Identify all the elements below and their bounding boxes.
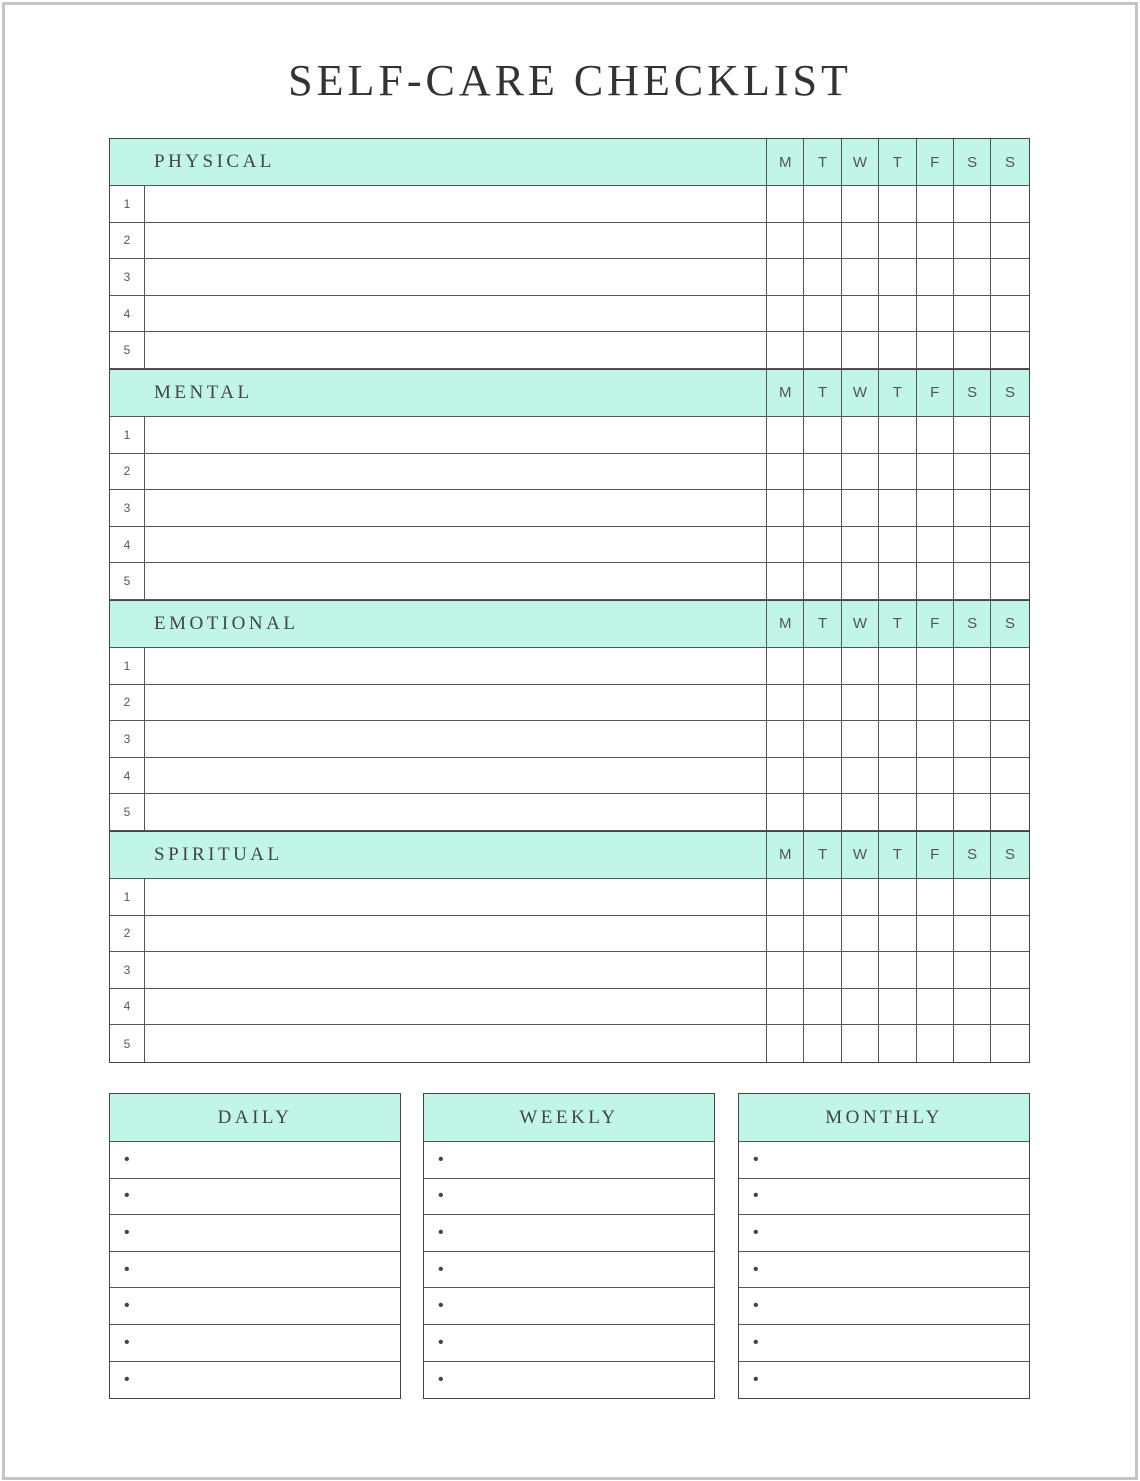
day-checkbox[interactable]: [954, 527, 991, 564]
list-item[interactable]: [739, 1252, 1029, 1289]
table-row: [110, 563, 1029, 600]
bullet-icon: •: [753, 1333, 759, 1351]
row-number: 5: [110, 563, 145, 600]
day-checkbox[interactable]: [842, 1025, 879, 1062]
day-checkbox[interactable]: [991, 417, 1028, 454]
list-item[interactable]: [739, 1215, 1029, 1252]
bullet-icon: •: [124, 1333, 130, 1351]
bullet-icon: •: [753, 1223, 759, 1241]
bullet-icon: •: [124, 1370, 130, 1388]
day-checkbox[interactable]: [991, 952, 1028, 989]
day-checkbox[interactable]: [917, 186, 954, 223]
table-row: [110, 1025, 1029, 1062]
day-header: F: [917, 139, 954, 186]
day-checkbox[interactable]: [767, 879, 804, 916]
day-header: F: [917, 601, 954, 648]
bullet-icon: •: [438, 1150, 444, 1168]
day-checkbox[interactable]: [767, 563, 804, 600]
section-header: [110, 139, 1029, 186]
day-checkbox[interactable]: [917, 916, 954, 953]
day-checkbox[interactable]: [804, 332, 841, 369]
day-checkbox[interactable]: [842, 916, 879, 953]
header-spacer: [110, 601, 145, 648]
header-spacer: [110, 139, 145, 186]
day-checkbox[interactable]: [917, 527, 954, 564]
day-checkbox[interactable]: [917, 223, 954, 260]
day-checkbox[interactable]: [879, 721, 916, 758]
section-title: MENTAL: [145, 370, 767, 417]
day-checkbox[interactable]: [991, 259, 1028, 296]
table-row: [110, 916, 1029, 953]
task-entry-field[interactable]: [145, 223, 767, 260]
day-header: T: [804, 139, 841, 186]
day-checkbox[interactable]: [767, 1025, 804, 1062]
section-mental: [110, 369, 1029, 600]
task-entry-field[interactable]: [145, 989, 767, 1026]
list-daily: [109, 1093, 401, 1399]
day-checkbox[interactable]: [879, 685, 916, 722]
day-checkbox[interactable]: [804, 685, 841, 722]
table-row: [110, 989, 1029, 1026]
day-header: T: [804, 832, 841, 879]
list-item[interactable]: [424, 1325, 714, 1362]
day-checkbox[interactable]: [991, 490, 1028, 527]
day-checkbox[interactable]: [767, 989, 804, 1026]
header-spacer: [110, 370, 145, 417]
day-checkbox[interactable]: [954, 332, 991, 369]
list-title: MONTHLY: [739, 1094, 1029, 1142]
day-checkbox[interactable]: [954, 259, 991, 296]
day-checkbox[interactable]: [991, 685, 1028, 722]
day-checkbox[interactable]: [991, 916, 1028, 953]
row-number: 2: [110, 916, 145, 953]
day-header: S: [954, 370, 991, 417]
task-entry-field[interactable]: [145, 186, 767, 223]
day-checkbox[interactable]: [804, 1025, 841, 1062]
day-checkbox[interactable]: [767, 721, 804, 758]
table-row: [110, 794, 1029, 831]
day-checkbox[interactable]: [842, 989, 879, 1026]
bullet-icon: •: [438, 1260, 444, 1278]
list-item[interactable]: [424, 1142, 714, 1179]
day-checkbox[interactable]: [991, 758, 1028, 795]
table-row: [110, 758, 1029, 795]
day-checkbox[interactable]: [804, 758, 841, 795]
day-checkbox[interactable]: [917, 1025, 954, 1062]
list-item[interactable]: [424, 1252, 714, 1289]
day-checkbox[interactable]: [991, 1025, 1028, 1062]
list-item[interactable]: [424, 1288, 714, 1325]
day-checkbox[interactable]: [991, 879, 1028, 916]
day-checkbox[interactable]: [917, 648, 954, 685]
day-checkbox[interactable]: [917, 758, 954, 795]
day-checkbox[interactable]: [954, 563, 991, 600]
day-checkbox[interactable]: [954, 721, 991, 758]
day-checkbox[interactable]: [767, 648, 804, 685]
day-header: W: [842, 601, 879, 648]
day-checkbox[interactable]: [842, 417, 879, 454]
day-checkbox[interactable]: [991, 296, 1028, 333]
bullet-icon: •: [124, 1150, 130, 1168]
bullet-icon: •: [753, 1297, 759, 1315]
section-emotional: [110, 600, 1029, 831]
task-entry-field[interactable]: [145, 916, 767, 953]
row-number: 2: [110, 685, 145, 722]
table-row: [110, 186, 1029, 223]
row-number: 3: [110, 952, 145, 989]
list-item[interactable]: [110, 1142, 400, 1179]
bullet-icon: •: [438, 1297, 444, 1315]
day-checkbox[interactable]: [917, 332, 954, 369]
list-title: DAILY: [110, 1094, 400, 1142]
list-weekly: [423, 1093, 715, 1399]
list-item[interactable]: [110, 1325, 400, 1362]
day-checkbox[interactable]: [917, 721, 954, 758]
day-header: F: [917, 832, 954, 879]
day-checkbox[interactable]: [879, 296, 916, 333]
day-checkbox[interactable]: [842, 296, 879, 333]
day-checkbox[interactable]: [991, 563, 1028, 600]
day-header: T: [879, 601, 916, 648]
day-checkbox[interactable]: [917, 296, 954, 333]
day-checkbox[interactable]: [767, 223, 804, 260]
day-checkbox[interactable]: [917, 989, 954, 1026]
bullet-icon: •: [124, 1187, 130, 1205]
bullet-icon: •: [438, 1187, 444, 1205]
day-header: M: [767, 832, 804, 879]
day-checkbox[interactable]: [842, 648, 879, 685]
day-checkbox[interactable]: [804, 186, 841, 223]
day-checkbox[interactable]: [842, 223, 879, 260]
table-row: [110, 721, 1029, 758]
day-checkbox[interactable]: [767, 758, 804, 795]
list-item[interactable]: [110, 1252, 400, 1289]
day-header: W: [842, 832, 879, 879]
day-checkbox[interactable]: [842, 758, 879, 795]
day-header: M: [767, 601, 804, 648]
day-checkbox[interactable]: [991, 454, 1028, 491]
task-entry-field[interactable]: [145, 417, 767, 454]
row-number: 1: [110, 879, 145, 916]
task-entry-field[interactable]: [145, 563, 767, 600]
row-number: 3: [110, 259, 145, 296]
day-checkbox[interactable]: [842, 563, 879, 600]
list-item[interactable]: [424, 1215, 714, 1252]
day-checkbox[interactable]: [917, 563, 954, 600]
day-checkbox[interactable]: [842, 490, 879, 527]
bullet-icon: •: [438, 1370, 444, 1388]
table-row: [110, 527, 1029, 564]
day-checkbox[interactable]: [917, 259, 954, 296]
day-checkbox[interactable]: [879, 916, 916, 953]
day-checkbox[interactable]: [767, 186, 804, 223]
day-checkbox[interactable]: [991, 721, 1028, 758]
day-checkbox[interactable]: [879, 952, 916, 989]
table-row: [110, 952, 1029, 989]
day-checkbox[interactable]: [879, 490, 916, 527]
day-checkbox[interactable]: [804, 721, 841, 758]
list-item[interactable]: [739, 1179, 1029, 1216]
day-checkbox[interactable]: [879, 259, 916, 296]
day-checkbox[interactable]: [804, 648, 841, 685]
day-checkbox[interactable]: [917, 490, 954, 527]
row-number: 1: [110, 417, 145, 454]
section-header: [110, 601, 1029, 648]
section-physical: [110, 139, 1029, 369]
task-entry-field[interactable]: [145, 490, 767, 527]
bullet-icon: •: [438, 1333, 444, 1351]
day-header: S: [991, 601, 1028, 648]
list-item[interactable]: [739, 1288, 1029, 1325]
day-header: S: [954, 601, 991, 648]
day-checkbox[interactable]: [767, 259, 804, 296]
table-row: [110, 296, 1029, 333]
task-entry-field[interactable]: [145, 721, 767, 758]
table-row: [110, 490, 1029, 527]
day-checkbox[interactable]: [879, 454, 916, 491]
day-checkbox[interactable]: [767, 454, 804, 491]
day-header: M: [767, 139, 804, 186]
day-header: S: [991, 139, 1028, 186]
day-checkbox[interactable]: [804, 454, 841, 491]
list-item[interactable]: [739, 1325, 1029, 1362]
list-item[interactable]: [110, 1362, 400, 1399]
day-checkbox[interactable]: [804, 794, 841, 831]
section-title: PHYSICAL: [145, 139, 767, 186]
header-spacer: [110, 832, 145, 879]
task-entry-field[interactable]: [145, 648, 767, 685]
day-checkbox[interactable]: [804, 527, 841, 564]
section-spiritual: [110, 831, 1029, 1062]
list-item[interactable]: [424, 1362, 714, 1399]
day-checkbox[interactable]: [842, 454, 879, 491]
day-checkbox[interactable]: [842, 259, 879, 296]
list-item[interactable]: [739, 1142, 1029, 1179]
day-checkbox[interactable]: [954, 490, 991, 527]
day-checkbox[interactable]: [879, 186, 916, 223]
task-entry-field[interactable]: [145, 259, 767, 296]
bullet-icon: •: [124, 1260, 130, 1278]
day-checkbox[interactable]: [954, 1025, 991, 1062]
day-checkbox[interactable]: [879, 758, 916, 795]
day-checkbox[interactable]: [804, 490, 841, 527]
day-checkbox[interactable]: [842, 794, 879, 831]
day-checkbox[interactable]: [991, 794, 1028, 831]
day-checkbox[interactable]: [879, 417, 916, 454]
day-checkbox[interactable]: [917, 685, 954, 722]
day-header: T: [804, 601, 841, 648]
day-checkbox[interactable]: [991, 648, 1028, 685]
day-checkbox[interactable]: [917, 952, 954, 989]
task-entry-field[interactable]: [145, 527, 767, 564]
row-number: 4: [110, 296, 145, 333]
list-item[interactable]: [110, 1215, 400, 1252]
day-checkbox[interactable]: [804, 417, 841, 454]
day-checkbox[interactable]: [842, 186, 879, 223]
row-number: 5: [110, 1025, 145, 1062]
day-checkbox[interactable]: [879, 648, 916, 685]
day-checkbox[interactable]: [954, 296, 991, 333]
row-number: 4: [110, 527, 145, 564]
table-row: [110, 879, 1029, 916]
day-checkbox[interactable]: [767, 332, 804, 369]
table-row: [110, 648, 1029, 685]
row-number: 2: [110, 223, 145, 260]
day-header: W: [842, 370, 879, 417]
day-checkbox[interactable]: [842, 527, 879, 564]
day-header: W: [842, 139, 879, 186]
day-checkbox[interactable]: [804, 916, 841, 953]
day-checkbox[interactable]: [804, 563, 841, 600]
list-item[interactable]: [110, 1179, 400, 1216]
row-number: 3: [110, 721, 145, 758]
section-title: EMOTIONAL: [145, 601, 767, 648]
day-checkbox[interactable]: [804, 952, 841, 989]
day-checkbox[interactable]: [954, 916, 991, 953]
day-header: T: [879, 139, 916, 186]
day-checkbox[interactable]: [879, 332, 916, 369]
row-number: 4: [110, 758, 145, 795]
bullet-icon: •: [753, 1187, 759, 1205]
day-checkbox[interactable]: [954, 454, 991, 491]
table-row: [110, 685, 1029, 722]
row-number: 1: [110, 648, 145, 685]
day-checkbox[interactable]: [954, 952, 991, 989]
day-checkbox[interactable]: [804, 879, 841, 916]
page-title: SELF-CARE CHECKLIST: [288, 56, 852, 105]
row-number: 2: [110, 454, 145, 491]
section-header: [110, 832, 1029, 879]
day-checkbox[interactable]: [842, 952, 879, 989]
row-number: 5: [110, 332, 145, 369]
section-header: [110, 370, 1029, 417]
task-entry-field[interactable]: [145, 454, 767, 491]
task-entry-field[interactable]: [145, 332, 767, 369]
task-entry-field[interactable]: [145, 758, 767, 795]
bullet-icon: •: [124, 1297, 130, 1315]
day-checkbox[interactable]: [879, 563, 916, 600]
day-checkbox[interactable]: [804, 259, 841, 296]
day-checkbox[interactable]: [954, 648, 991, 685]
bullet-icon: •: [438, 1223, 444, 1241]
day-checkbox[interactable]: [991, 527, 1028, 564]
day-checkbox[interactable]: [804, 296, 841, 333]
day-header: T: [804, 370, 841, 417]
day-checkbox[interactable]: [767, 916, 804, 953]
day-checkbox[interactable]: [954, 794, 991, 831]
day-checkbox[interactable]: [954, 186, 991, 223]
row-number: 5: [110, 794, 145, 831]
day-checkbox[interactable]: [842, 721, 879, 758]
day-checkbox[interactable]: [917, 879, 954, 916]
day-checkbox[interactable]: [767, 296, 804, 333]
task-entry-field[interactable]: [145, 879, 767, 916]
day-checkbox[interactable]: [917, 454, 954, 491]
bullet-icon: •: [753, 1260, 759, 1278]
day-checkbox[interactable]: [879, 794, 916, 831]
day-header: S: [954, 139, 991, 186]
day-checkbox[interactable]: [879, 989, 916, 1026]
day-checkbox[interactable]: [879, 1025, 916, 1062]
table-row: [110, 259, 1029, 296]
day-checkbox[interactable]: [804, 223, 841, 260]
list-item[interactable]: [424, 1179, 714, 1216]
list-monthly: [738, 1093, 1030, 1399]
day-checkbox[interactable]: [842, 332, 879, 369]
day-checkbox[interactable]: [767, 417, 804, 454]
task-entry-field[interactable]: [145, 296, 767, 333]
table-row: [110, 223, 1029, 260]
day-checkbox[interactable]: [804, 989, 841, 1026]
day-checkbox[interactable]: [767, 527, 804, 564]
day-checkbox[interactable]: [767, 685, 804, 722]
list-item[interactable]: [739, 1362, 1029, 1399]
day-checkbox[interactable]: [917, 794, 954, 831]
day-checkbox[interactable]: [991, 989, 1028, 1026]
day-checkbox[interactable]: [767, 794, 804, 831]
day-checkbox[interactable]: [954, 989, 991, 1026]
day-header: S: [991, 832, 1028, 879]
day-checkbox[interactable]: [954, 685, 991, 722]
day-checkbox[interactable]: [879, 879, 916, 916]
day-checkbox[interactable]: [954, 879, 991, 916]
day-checkbox[interactable]: [879, 223, 916, 260]
row-number: 3: [110, 490, 145, 527]
day-checkbox[interactable]: [954, 417, 991, 454]
day-header: F: [917, 370, 954, 417]
table-row: [110, 332, 1029, 369]
day-header: T: [879, 832, 916, 879]
day-checkbox[interactable]: [879, 527, 916, 564]
list-item[interactable]: [110, 1288, 400, 1325]
weekly-checklist-table: [109, 138, 1030, 1063]
day-checkbox[interactable]: [767, 952, 804, 989]
table-row: [110, 454, 1029, 491]
day-checkbox[interactable]: [767, 490, 804, 527]
day-checkbox[interactable]: [991, 332, 1028, 369]
day-checkbox[interactable]: [954, 223, 991, 260]
day-header: S: [954, 832, 991, 879]
day-checkbox[interactable]: [842, 685, 879, 722]
row-number: 4: [110, 989, 145, 1026]
day-header: T: [879, 370, 916, 417]
task-entry-field[interactable]: [145, 794, 767, 831]
bullet-icon: •: [753, 1150, 759, 1168]
section-title: SPIRITUAL: [145, 832, 767, 879]
task-entry-field[interactable]: [145, 685, 767, 722]
bullet-icon: •: [753, 1370, 759, 1388]
task-entry-field[interactable]: [145, 1025, 767, 1062]
day-checkbox[interactable]: [954, 758, 991, 795]
task-entry-field[interactable]: [145, 952, 767, 989]
day-checkbox[interactable]: [842, 879, 879, 916]
day-checkbox[interactable]: [991, 223, 1028, 260]
day-header: M: [767, 370, 804, 417]
day-checkbox[interactable]: [917, 417, 954, 454]
day-header: S: [991, 370, 1028, 417]
bullet-icon: •: [124, 1223, 130, 1241]
table-row: [110, 417, 1029, 454]
row-number: 1: [110, 186, 145, 223]
list-title: WEEKLY: [424, 1094, 714, 1142]
day-checkbox[interactable]: [991, 186, 1028, 223]
